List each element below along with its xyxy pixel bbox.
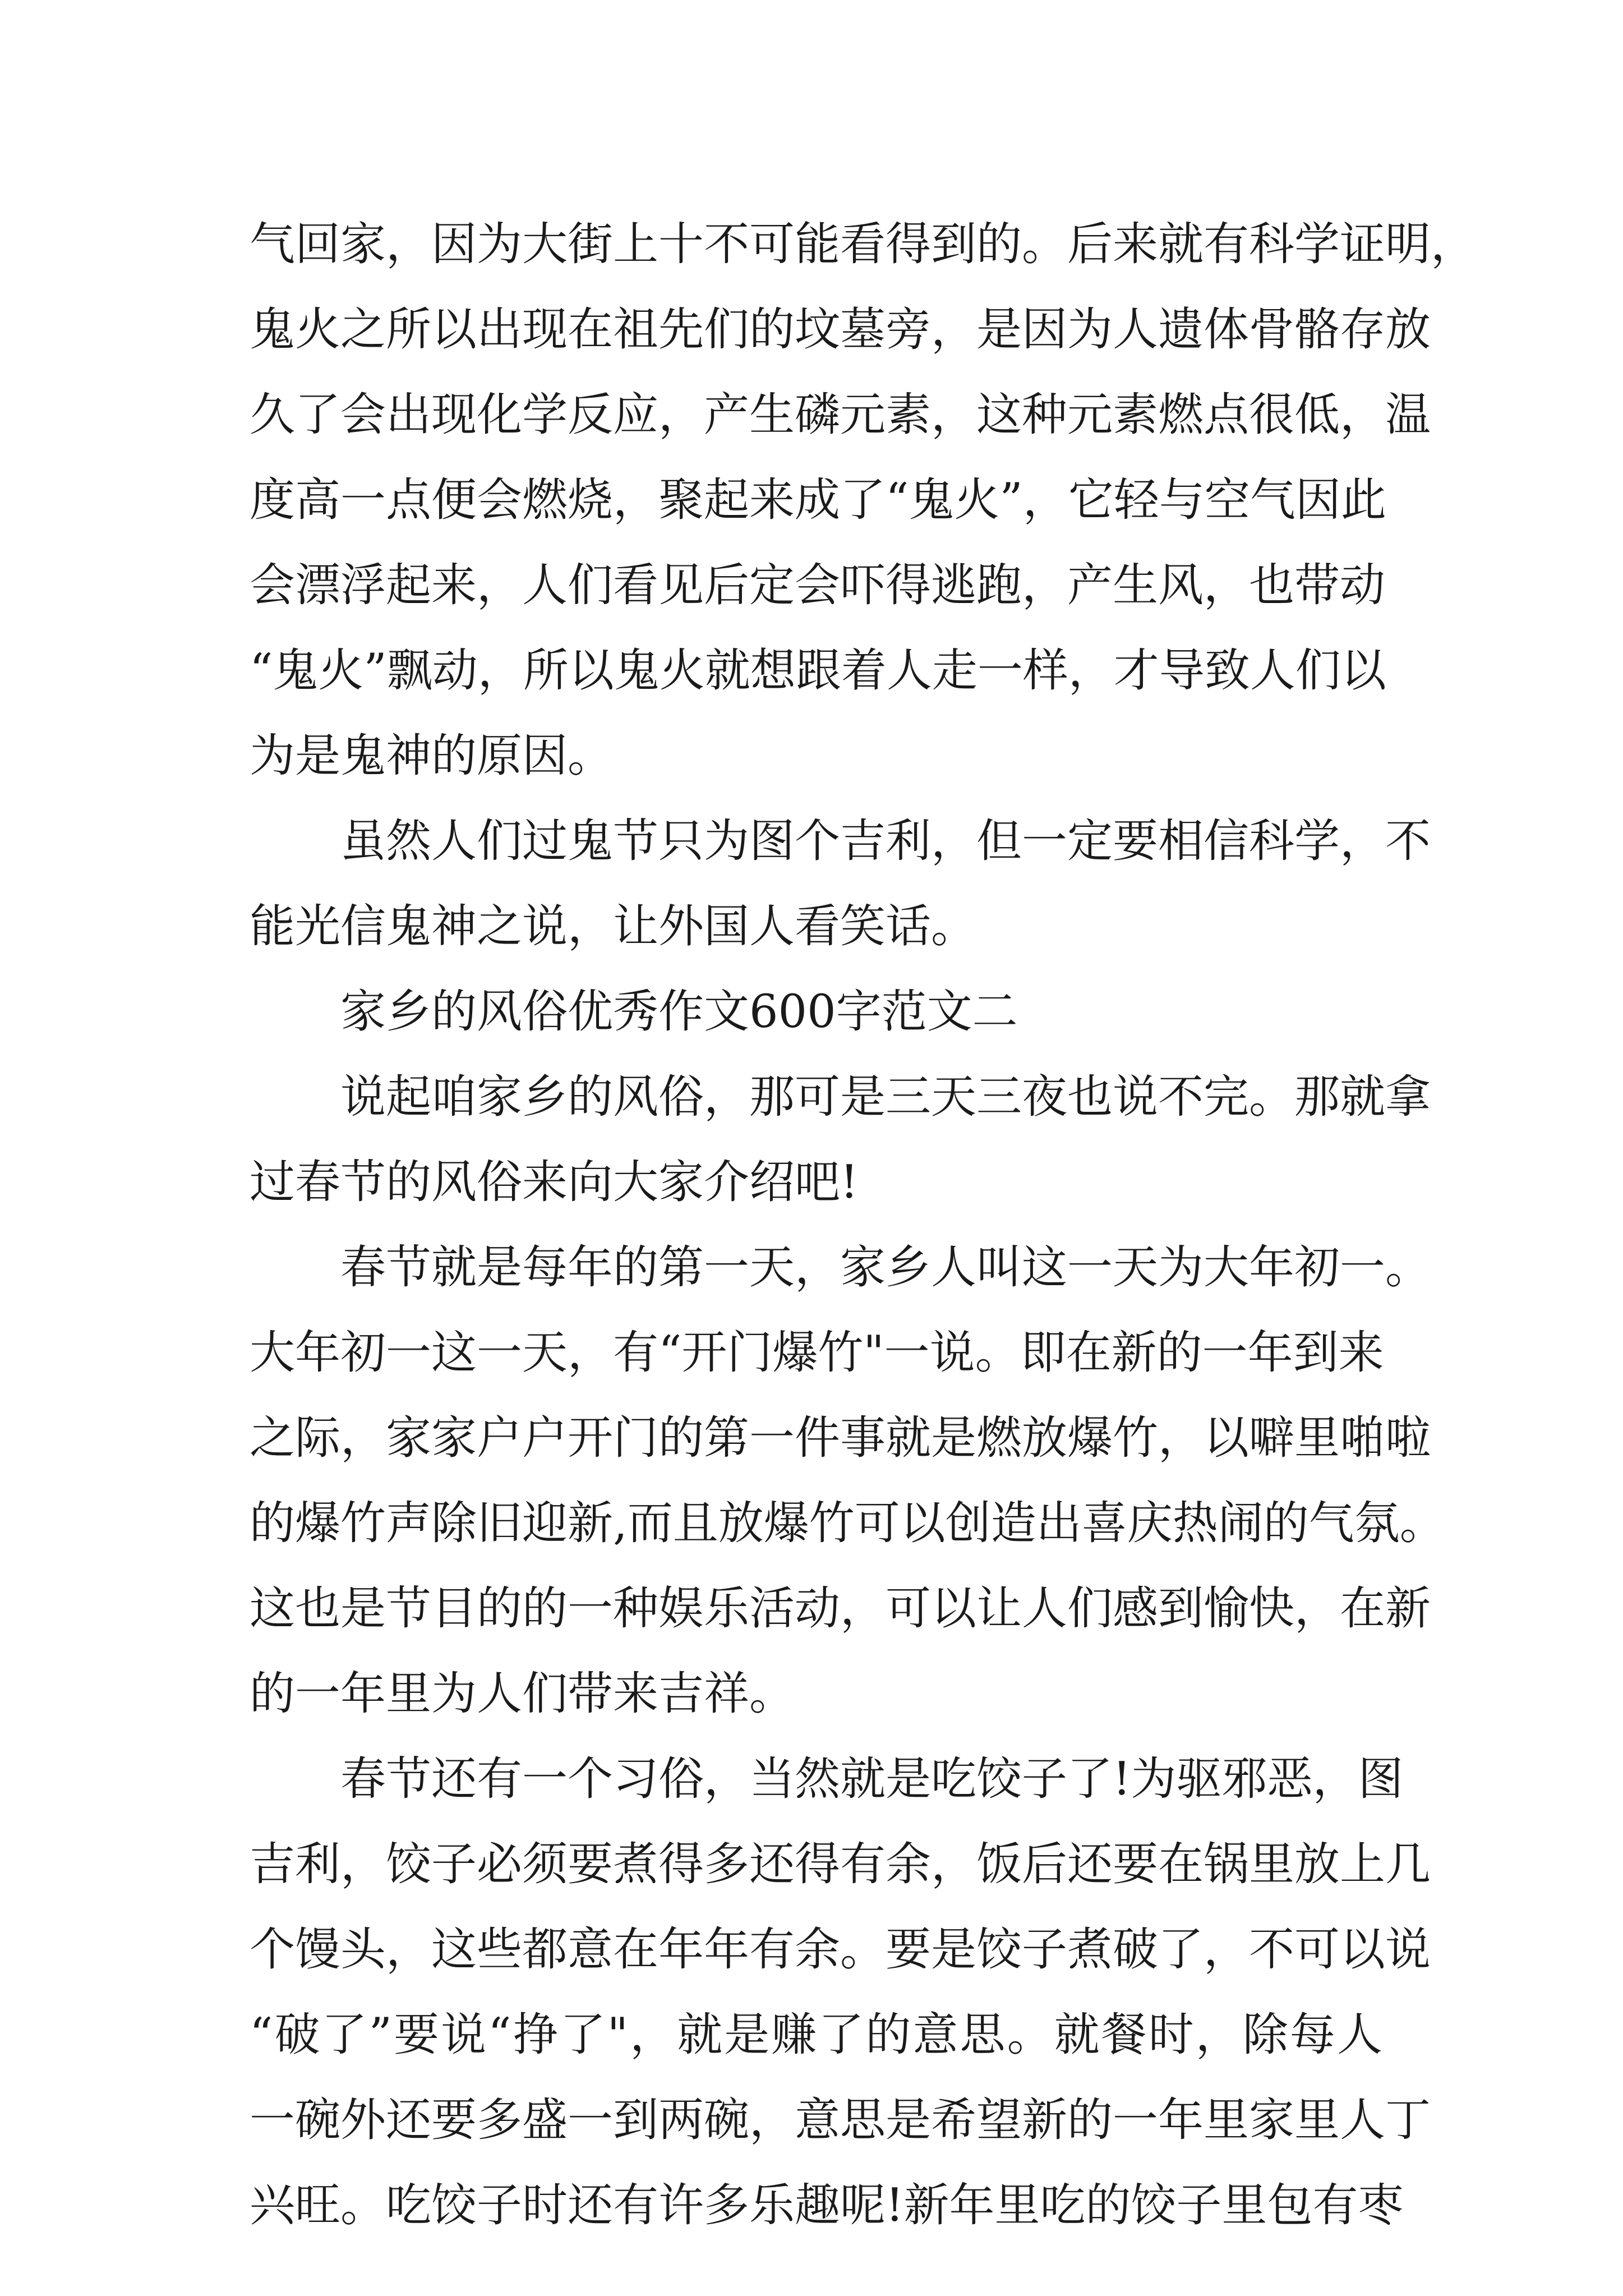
text-line: 会漂浮起来，人们看见后定会吓得逃跑，产生风，也带动 (250, 559, 1386, 612)
text-line: 这也是节目的的一种娱乐活动，可以让人们感到愉快，在新 (250, 1582, 1431, 1635)
text-line: 一碗外还要多盛一到两碗，意思是希望新的一年里家里人丁 (250, 2094, 1431, 2147)
text-line: “破了”要说“挣了"，就是赚了的意思。就餐时，除每人 (250, 2009, 1382, 2062)
paragraph-start-line: 春节就是每年的第一天，家乡人叫这一天为大年初一。 (340, 1241, 1431, 1294)
text-line: 吉利，饺子必须要煮得多还得有余，饭后还要在锅里放上几 (250, 1838, 1431, 1891)
text-line: 度高一点便会燃烧，聚起来成了“鬼火”，它轻与空气因此 (250, 474, 1386, 527)
text-line: 的爆竹声除旧迎新,而且放爆竹可以创造出喜庆热闹的气氛。 (250, 1497, 1445, 1550)
text-line: 能光信鬼神之说，让外国人看笑话。 (250, 900, 977, 953)
text-line: 气回家，因为大街上十不可能看得到的。后来就有科学证明， (250, 218, 1477, 271)
text-line: 久了会出现化学反应，产生磷元素，这种元素燃点很低，温 (250, 389, 1431, 441)
text-line: 鬼火之所以出现在祖先们的坟墓旁，是因为人遗体骨骼存放 (250, 303, 1431, 356)
paragraph-start-line: 说起咱家乡的风俗，那可是三天三夜也说不完。那就拿 (340, 1071, 1431, 1124)
text-line: 为是鬼神的原因。 (250, 730, 614, 783)
essay-body (250, 202, 1477, 2248)
paragraph-start-line: 虽然人们过鬼节只为图个吉利，但一定要相信科学，不 (340, 815, 1431, 868)
text-line: 过春节的风俗来向大家介绍吧! (250, 1156, 859, 1209)
section-heading: 家乡的风俗优秀作文600字范文二 (340, 986, 1018, 1038)
text-line: 大年初一这一天，有“开门爆竹"一说。即在新的一年到来 (250, 1327, 1384, 1379)
text-line: 之际，家家户户开门的第一件事就是燃放爆竹，以噼里啪啦 (250, 1412, 1431, 1465)
text-line: 个馒头，这些都意在年年有余。要是饺子煮破了，不可以说 (250, 1924, 1431, 1976)
text-line: 兴旺。吃饺子时还有许多乐趣呢!新年里吃的饺子里包有枣 (250, 2179, 1404, 2232)
text-line: 的一年里为人们带来吉祥。 (250, 1668, 795, 1720)
paragraph-start-line: 春节还有一个习俗，当然就是吃饺子了!为驱邪恶，图 (340, 1753, 1404, 1806)
text-line: “鬼火”飘动，所以鬼火就想跟着人走一样，才导致人们以 (250, 645, 1386, 697)
